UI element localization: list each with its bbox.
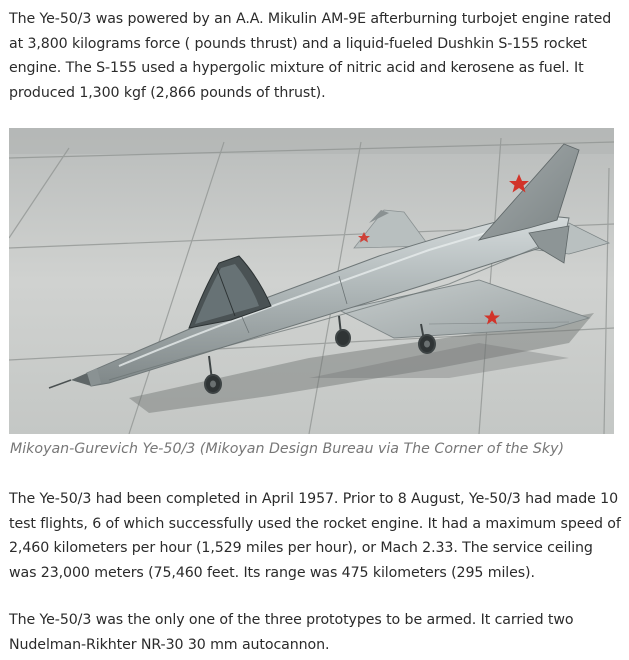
article-paragraph: The Ye-50/3 was powered by an A.A. Mikulin AM-9E afterburning turbojet engine rated at 3,800 kilograms force ( pounds thrust) and a liquid-fueled Dushkin S-155 rocket engine. The S-155 used a hypergolic mixture of nitric acid and kerosene as fuel. It produced 1,300 kgf (2,866 pounds of thrust). <box>9 11 612 101</box>
figure-caption: Mikoyan-Gurevich Ye-50/3 (Mikoyan Design Bureau via The Corner of the Sky) <box>10 441 565 457</box>
article-paragraph: The Ye-50/3 had been completed in April 1957. Prior to 8 August, Ye-50/3 had made 10 test flights, 6 of which successfully used the rocket engine. It had a maximum speed of 2,460 kilometers per hour (1,529 miles per hour), or Mach 2.33. The service ceiling was 23,000 meters (75,460 feet. Its range was 475 kilometers (295 miles). <box>9 491 621 581</box>
article-paragraph: The Ye-50/3 was the only one of the three prototypes to be armed. It carried two Nudelman-Rikhter NR-30 30 mm autocannon. <box>9 612 574 653</box>
aircraft-photo-image <box>9 128 614 434</box>
aircraft-photo <box>9 128 614 434</box>
